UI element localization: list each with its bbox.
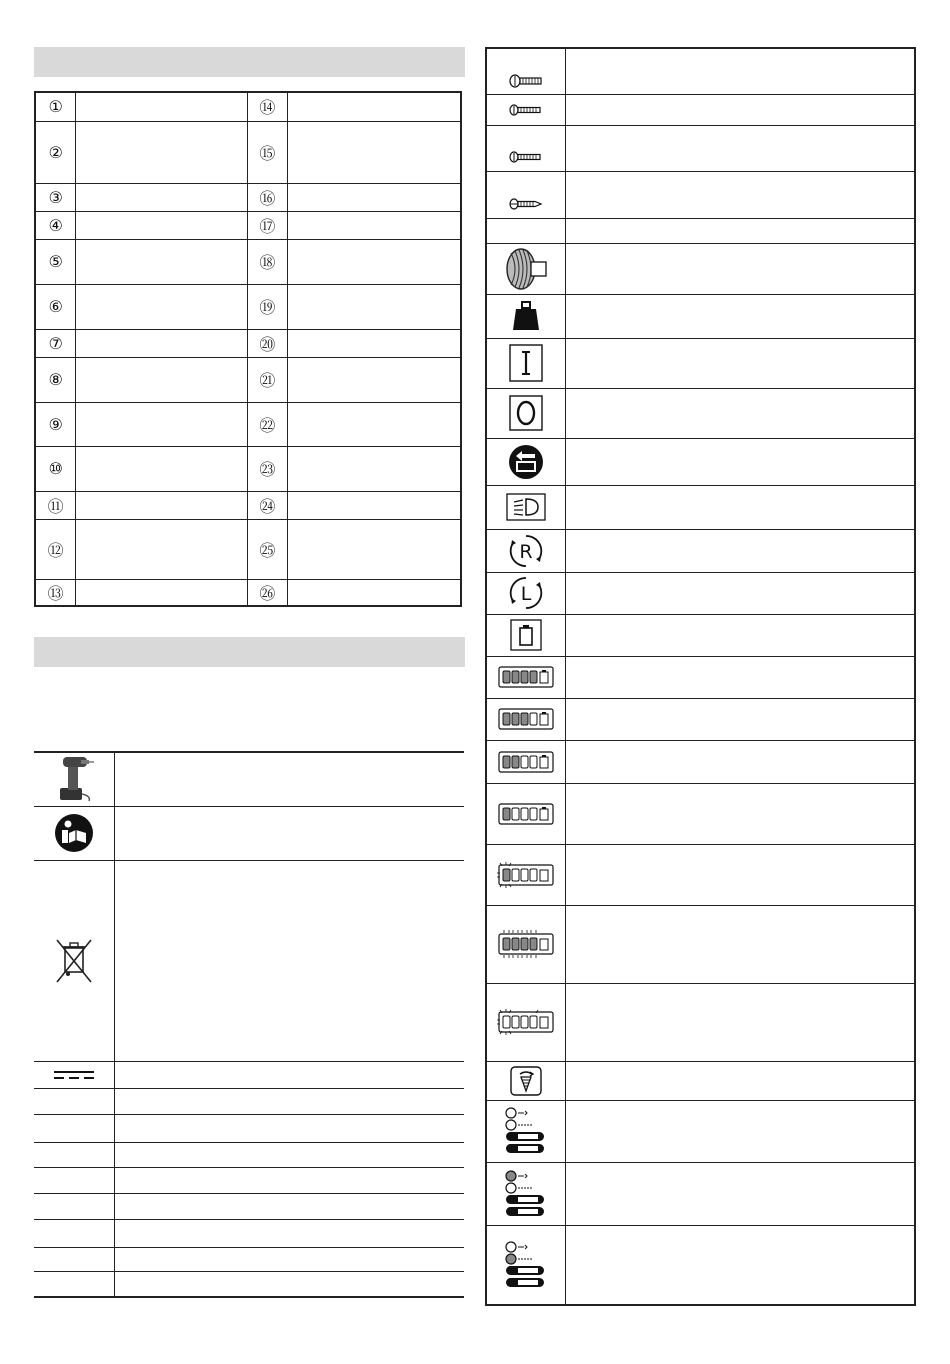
part-name: [76, 519, 247, 579]
part-name: [76, 239, 247, 284]
part-name: [76, 579, 247, 606]
part-name: [76, 329, 247, 357]
symbol-cell: [486, 438, 566, 485]
part-number: ⑩: [35, 446, 76, 491]
part-number: ⑲: [247, 284, 288, 329]
battery-level-3-icon: [498, 708, 554, 730]
symbol-cell: [486, 294, 566, 338]
part-name: [76, 183, 247, 211]
symbol-description: [114, 1088, 464, 1114]
symbol-cell: [486, 844, 566, 905]
part-number: ①: [35, 92, 76, 121]
torque-mode-2-icon: [504, 1240, 548, 1290]
parts-table: [34, 91, 462, 607]
symbol-description: [566, 243, 915, 294]
part-number: ㉖: [247, 579, 288, 606]
symbol-description: [114, 752, 464, 806]
weight-icon: [511, 300, 541, 332]
symbol-description: [566, 1162, 915, 1225]
symbol-description: [114, 1167, 464, 1193]
torque-mode-1-icon: [504, 1169, 548, 1219]
symbol-description: [566, 171, 915, 218]
symbol-cell: [486, 656, 566, 698]
part-name: [288, 491, 461, 519]
section-header-band-1: [34, 47, 465, 77]
symbol-description: [566, 529, 915, 572]
part-name: [288, 357, 461, 402]
part-number: ⑳: [247, 329, 288, 357]
symbol-cell: [34, 1193, 114, 1219]
symbol-cell: [486, 338, 566, 388]
part-number: ⑪: [35, 491, 76, 519]
symbol-cell: [486, 243, 566, 294]
symbol-cell: [486, 218, 566, 243]
symbol-cell: [34, 1247, 114, 1271]
part-name: [288, 329, 461, 357]
part-number: ㉕: [247, 519, 288, 579]
on-switch-icon: [509, 344, 543, 382]
symbol-description: [114, 1193, 464, 1219]
symbol-cell: [486, 905, 566, 983]
symbol-cell: [34, 1061, 114, 1088]
symbol-cell: [486, 698, 566, 740]
symbol-description: [114, 1219, 464, 1247]
reverse-button-icon: [508, 444, 544, 480]
symbol-description: [566, 294, 915, 338]
symbol-description: [566, 48, 915, 94]
symbol-description: [566, 656, 915, 698]
symbol-cell: [486, 529, 566, 572]
symbol-cell: [34, 1142, 114, 1167]
symbol-cell: [34, 1219, 114, 1247]
part-number: ③: [35, 183, 76, 211]
part-number: ⑦: [35, 329, 76, 357]
symbol-description: [566, 1061, 915, 1100]
symbol-cell: [34, 1114, 114, 1142]
part-number: ⑮: [247, 121, 288, 183]
part-number: ⑫: [35, 519, 76, 579]
symbol-description: [566, 844, 915, 905]
part-number: ⑬: [35, 579, 76, 606]
part-name: [288, 183, 461, 211]
svg-text:R: R: [519, 540, 533, 563]
part-name: [76, 446, 247, 491]
symbols-table-right: [485, 47, 916, 1306]
part-name: [288, 121, 461, 183]
symbol-cell: [34, 1271, 114, 1297]
symbol-description: [566, 438, 915, 485]
symbol-description: [566, 698, 915, 740]
battery-blink-alt-icon: [496, 1008, 556, 1036]
part-number: ②: [35, 121, 76, 183]
symbol-cell: [486, 94, 566, 125]
torque-mode-0-icon: [504, 1106, 548, 1156]
symbol-cell: [486, 1162, 566, 1225]
screw-mode-icon: [510, 1066, 542, 1096]
symbol-description: [566, 1100, 915, 1162]
battery-blink-icon: [496, 861, 556, 889]
symbol-cell: [34, 860, 114, 1061]
symbol-description: [566, 1225, 915, 1305]
off-switch-icon: [509, 395, 543, 431]
symbol-description: [566, 983, 915, 1061]
symbol-description: [566, 125, 915, 171]
symbol-cell: [34, 752, 114, 806]
symbol-description: [566, 740, 915, 783]
symbol-description: [114, 1271, 464, 1297]
battery-level-4-icon: [498, 666, 554, 688]
part-number: ⑯: [247, 183, 288, 211]
symbol-cell: [486, 485, 566, 529]
symbol-cell: [486, 125, 566, 171]
self-tapping-screw-icon: [509, 198, 543, 210]
symbol-cell: [486, 1061, 566, 1100]
part-name: [76, 92, 247, 121]
symbol-cell: [34, 806, 114, 860]
symbol-cell: [486, 1100, 566, 1162]
symbol-cell: [486, 983, 566, 1061]
symbol-description: [566, 388, 915, 438]
symbol-description: [114, 860, 464, 1061]
symbol-cell: [486, 48, 566, 94]
bolt-nut-icon: [503, 247, 549, 291]
symbol-description: [566, 614, 915, 656]
part-number: ④: [35, 211, 76, 239]
symbol-description: [114, 1142, 464, 1167]
impact-driver-with-battery-icon: [51, 754, 97, 804]
part-name: [76, 402, 247, 446]
part-name: [76, 284, 247, 329]
part-name: [76, 491, 247, 519]
part-name: [76, 357, 247, 402]
symbol-description: [566, 485, 915, 529]
battery-level-2-icon: [498, 751, 554, 773]
symbol-description: [566, 94, 915, 125]
part-number: ㉒: [247, 402, 288, 446]
machine-screw-icon: [509, 74, 543, 88]
direct-current-icon: [52, 1068, 96, 1082]
symbol-cell: [34, 1167, 114, 1193]
symbol-cell: [34, 1088, 114, 1114]
symbol-description: [114, 806, 464, 860]
part-name: [76, 121, 247, 183]
symbol-description: [566, 572, 915, 614]
section-header-band-2: [34, 637, 465, 667]
symbol-description: [114, 1061, 464, 1088]
symbol-cell: [486, 614, 566, 656]
part-number: ⑤: [35, 239, 76, 284]
part-name: [288, 211, 461, 239]
battery-icon: [510, 619, 542, 651]
part-number: ⑰: [247, 211, 288, 239]
part-name: [288, 284, 461, 329]
part-name: [288, 402, 461, 446]
small-screw-icon: [509, 104, 543, 116]
symbol-description: [566, 338, 915, 388]
counterclockwise-l-icon: [509, 575, 543, 611]
part-name: [288, 579, 461, 606]
symbol-cell: [486, 740, 566, 783]
part-number: ⑨: [35, 402, 76, 446]
part-name: [288, 239, 461, 284]
symbol-description: [114, 1247, 464, 1271]
screw-icon: [509, 151, 543, 163]
part-number: ⑧: [35, 357, 76, 402]
part-name: [288, 92, 461, 121]
part-number: ⑥: [35, 284, 76, 329]
part-number: ㉔: [247, 491, 288, 519]
symbol-description: [566, 218, 915, 243]
svg-text:L: L: [520, 583, 532, 605]
symbol-description: [566, 905, 915, 983]
part-number: ㉓: [247, 446, 288, 491]
symbol-cell: [486, 388, 566, 438]
battery-all-blink-icon: [496, 929, 556, 959]
symbol-cell: [486, 1225, 566, 1305]
symbol-cell: [486, 171, 566, 218]
part-number: ㉑: [247, 357, 288, 402]
part-number: ⑱: [247, 239, 288, 284]
battery-level-1-icon: [498, 803, 554, 825]
symbol-cell: [486, 783, 566, 844]
symbol-description: [566, 783, 915, 844]
clockwise-r-icon: [509, 533, 543, 569]
part-name: [288, 519, 461, 579]
light-icon: [506, 493, 546, 521]
symbols-table-left: [34, 751, 464, 1298]
symbol-description: [114, 1114, 464, 1142]
read-manual-icon: [54, 813, 94, 853]
part-number: ⑭: [247, 92, 288, 121]
symbol-cell: [486, 572, 566, 614]
part-name: [76, 211, 247, 239]
crossed-out-wheeled-bin-icon: [54, 938, 94, 984]
part-name: [288, 446, 461, 491]
